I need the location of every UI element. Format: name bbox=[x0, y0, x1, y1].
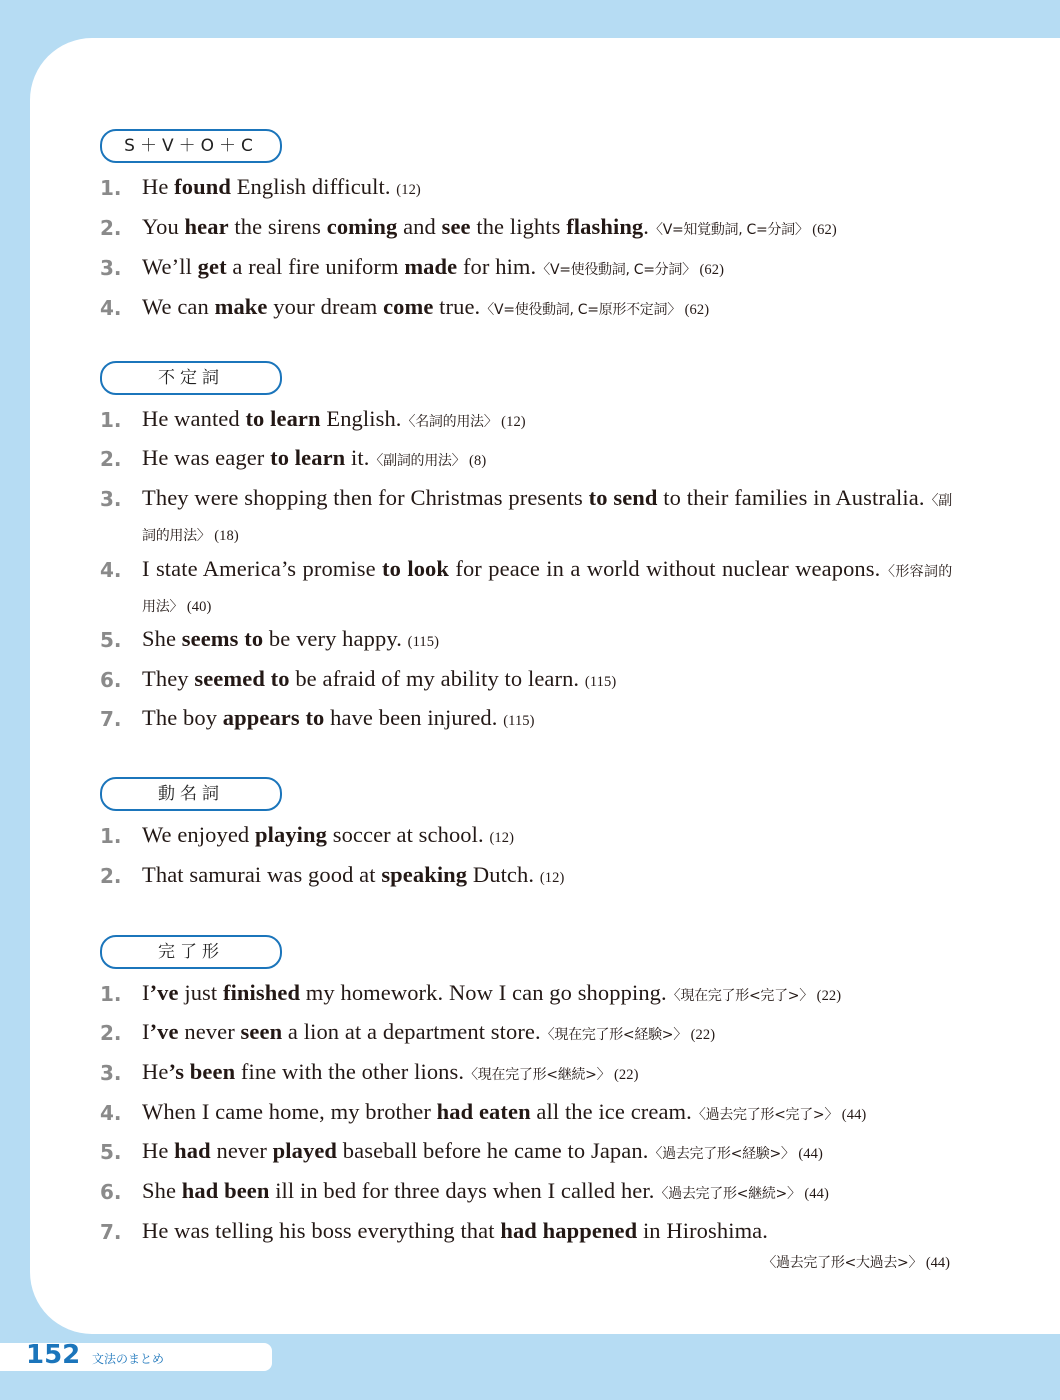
keyword: played bbox=[272, 1138, 338, 1163]
grammar-note: 〈V=使役動詞, C=原形不定詞〉 bbox=[480, 302, 681, 318]
page-ref: (62) bbox=[808, 222, 837, 238]
grammar-note: 〈現在完了形<経験>〉 bbox=[540, 1027, 687, 1043]
keyword: had been bbox=[181, 1178, 270, 1203]
item-number: 7. bbox=[100, 1220, 122, 1244]
sentence: We can make your dream come true.〈V=使役動詞, C=原形不定詞〉 (62) bbox=[142, 294, 710, 319]
keyword: get bbox=[197, 254, 227, 279]
page-ref: (44) bbox=[794, 1146, 823, 1162]
sentence: I’ve just finished my homework. Now I can go shopping.〈現在完了形<完了>〉 (22) bbox=[142, 980, 842, 1005]
grammar-note: 〈形容詞的用法〉 bbox=[142, 564, 952, 615]
item-number: 4. bbox=[100, 1101, 122, 1125]
page-ref: (12) bbox=[539, 870, 565, 886]
item-number: 6. bbox=[100, 668, 122, 692]
sentence: He found English difficult. (12) bbox=[142, 174, 421, 199]
page-ref: (12) bbox=[396, 182, 421, 198]
keyword: to send bbox=[588, 485, 658, 510]
keyword: ’ve bbox=[149, 980, 179, 1005]
item-number: 2. bbox=[100, 1021, 122, 1045]
keyword: come bbox=[383, 294, 434, 319]
keyword: playing bbox=[255, 822, 327, 847]
item-number: 1. bbox=[100, 408, 122, 432]
grammar-note: 〈過去完了形<経験>〉 bbox=[648, 1146, 795, 1162]
keyword: found bbox=[174, 174, 231, 199]
keyword: to learn bbox=[270, 445, 346, 470]
keyword: to look bbox=[382, 556, 450, 581]
section-title: 動名詞 bbox=[100, 777, 282, 811]
page-ref: (44) bbox=[838, 1107, 867, 1123]
keyword: ’s been bbox=[168, 1059, 236, 1084]
grammar-note: 〈副詞的用法〉 bbox=[369, 453, 466, 469]
grammar-note: 〈副詞的用法〉 bbox=[142, 493, 952, 544]
sentence: We’ll get a real fire uniform made for him.〈V=使役動詞, C=分詞〉 (62) bbox=[142, 254, 725, 279]
sentence: That samurai was good at speaking Dutch. (12) bbox=[142, 862, 565, 887]
item-number: 6. bbox=[100, 1180, 122, 1204]
sentence: We enjoyed playing soccer at school. (12) bbox=[142, 822, 515, 847]
sentence: They seemed to be afraid of my ability to learn. (115) bbox=[142, 666, 617, 691]
grammar-note: 〈過去完了形<完了>〉 bbox=[691, 1107, 839, 1123]
keyword: seems to bbox=[181, 626, 264, 651]
keyword: finished bbox=[222, 980, 301, 1005]
page-ref: (115) bbox=[584, 674, 617, 690]
grammar-note: 〈名詞的用法〉 bbox=[401, 414, 498, 430]
keyword: seemed to bbox=[194, 666, 290, 691]
item-number: 2. bbox=[100, 447, 122, 471]
item-number: 2. bbox=[100, 216, 122, 240]
keyword: had happened bbox=[500, 1218, 638, 1243]
page-ref: (12) bbox=[497, 414, 526, 430]
section-title: 不定詞 bbox=[100, 361, 282, 395]
item-number: 2. bbox=[100, 864, 122, 888]
keyword: hear bbox=[184, 214, 229, 239]
grammar-note bbox=[762, 1252, 950, 1272]
page-ref: (22) bbox=[686, 1027, 716, 1043]
page-number: 152 bbox=[26, 1340, 81, 1370]
section-title: 完了形 bbox=[100, 935, 282, 969]
page-ref: (40) bbox=[183, 599, 212, 615]
page-ref: (62) bbox=[695, 262, 725, 278]
item-number: 1. bbox=[100, 824, 122, 848]
page-ref: (115) bbox=[503, 713, 535, 729]
section-title: S＋V＋O＋C bbox=[100, 129, 282, 163]
grammar-note: 〈現在完了形<継続>〉 bbox=[464, 1067, 611, 1083]
item-number: 3. bbox=[100, 1061, 122, 1085]
keyword: to learn bbox=[245, 406, 321, 431]
page-ref: (44) bbox=[922, 1255, 950, 1271]
sentence: She had been ill in bed for three days when I called her.〈過去完了形<継続>〉 (44) bbox=[142, 1178, 829, 1203]
item-number: 4. bbox=[100, 558, 122, 582]
page-ref: (62) bbox=[680, 302, 710, 318]
page-title: 文法のまとめ bbox=[92, 1352, 165, 1366]
keyword: flashing bbox=[566, 214, 644, 239]
item-number: 1. bbox=[100, 176, 122, 200]
item-number: 4. bbox=[100, 296, 122, 320]
item-number: 5. bbox=[100, 628, 122, 652]
keyword: made bbox=[404, 254, 458, 279]
sentence: The boy appears to have been injured. (115) bbox=[142, 705, 535, 730]
keyword: make bbox=[214, 294, 268, 319]
item-number: 1. bbox=[100, 982, 122, 1006]
sentence: I’ve never seen a lion at a department store.〈現在完了形<経験>〉 (22) bbox=[142, 1019, 716, 1044]
item-number: 5. bbox=[100, 1140, 122, 1164]
item-number: 3. bbox=[100, 256, 122, 280]
keyword: had bbox=[174, 1138, 211, 1163]
sentence: He had never played baseball before he came to Japan.〈過去完了形<経験>〉 (44) bbox=[142, 1138, 823, 1163]
sentence: He’s been fine with the other lions.〈現在完了形<継続>〉 (22) bbox=[142, 1059, 639, 1084]
keyword: coming bbox=[326, 214, 398, 239]
sentence: He was telling his boss everything that had happened in Hiroshima. bbox=[142, 1218, 768, 1243]
sentence: You hear the sirens coming and see the lights flashing.〈V=知覚動詞, C=分詞〉 (62) bbox=[142, 214, 837, 239]
page-ref: (22) bbox=[812, 988, 842, 1004]
sentence: I state America’s promise to look for peace in a world without nuclear weapons.〈形容詞的用法〉 (40) bbox=[142, 556, 952, 615]
sentence: She seems to be very happy. (115) bbox=[142, 626, 440, 651]
page-ref: (12) bbox=[489, 830, 515, 846]
page-ref: (115) bbox=[407, 634, 440, 650]
note-text: 〈過去完了形<大過去>〉 bbox=[762, 1255, 923, 1271]
grammar-note: 〈過去完了形<継続>〉 bbox=[654, 1186, 801, 1202]
sentence: He wanted to learn English.〈名詞的用法〉 (12) bbox=[142, 406, 526, 431]
keyword: appears to bbox=[222, 705, 325, 730]
page-ref: (8) bbox=[465, 453, 487, 469]
grammar-note: 〈V=使役動詞, C=分詞〉 bbox=[536, 262, 696, 278]
page-ref: (44) bbox=[800, 1186, 829, 1202]
grammar-note: 〈現在完了形<完了>〉 bbox=[666, 988, 813, 1004]
page-ref: (18) bbox=[210, 528, 239, 544]
keyword: seen bbox=[240, 1019, 283, 1044]
grammar-note: 〈V=知覚動詞, C=分詞〉 bbox=[649, 222, 809, 238]
keyword: ’ve bbox=[149, 1019, 179, 1044]
keyword: had eaten bbox=[436, 1099, 531, 1124]
keyword: see bbox=[441, 214, 471, 239]
item-number: 3. bbox=[100, 487, 122, 511]
sentence: When I came home, my brother had eaten all the ice cream.〈過去完了形<完了>〉 (44) bbox=[142, 1099, 867, 1124]
page-ref: (22) bbox=[610, 1067, 639, 1083]
item-number: 7. bbox=[100, 707, 122, 731]
sentence: They were shopping then for Christmas presents to send to their families in Australia.〈副詞的用法〉 (18) bbox=[142, 485, 952, 544]
keyword: speaking bbox=[381, 862, 468, 887]
sentence: He was eager to learn it.〈副詞的用法〉 (8) bbox=[142, 445, 487, 470]
